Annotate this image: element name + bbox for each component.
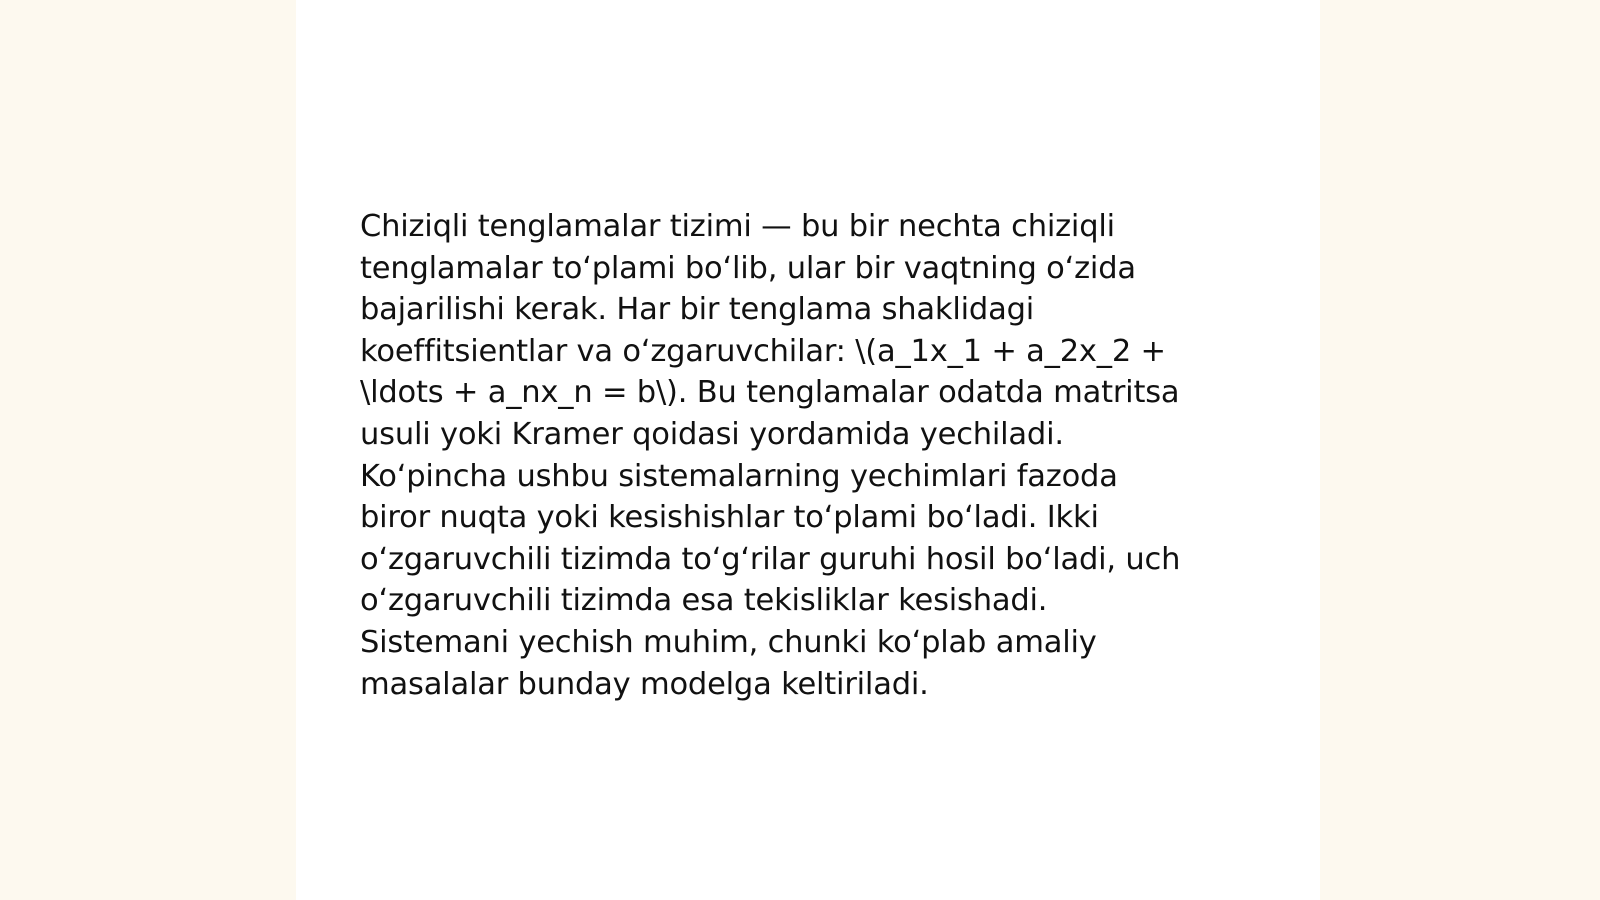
body-paragraph [360,206,1260,705]
paragraph-line: Chiziqli tenglamalar tizimi — bu bir nechta chiziqli [360,209,1115,244]
paragraph-line: usuli yoki Kramer qoidasi yordamida yechiladi. [360,416,1064,452]
paragraph-line: oʻzgaruvchili tizimda esa tekisliklar kesishadi. [360,583,1048,619]
paragraph-line: biror nuqta yoki kesishishlar toʻplami boʻladi. Ikki [360,500,1099,536]
paragraph-line: \ldots + a_nx_n = b\). Bu tenglamalar odatda matritsa [360,375,1180,411]
paragraph-line: masalalar bunday modelga keltiriladi. [360,666,929,702]
paragraph-line: oʻzgaruvchili tizimda toʻgʻrilar guruhi hosil boʻladi, uch [360,541,1181,577]
paragraph-line: bajarilishi kerak. Har bir tenglama shaklidagi [360,292,1034,328]
document-page [296,0,1320,900]
paragraph-line: tenglamalar toʻplami boʻlib, ular bir vaqtning oʻzida [360,250,1136,286]
paragraph-line: koeffitsientlar va oʻzgaruvchilar: \(a_1x_1 + a_2x_2 + [360,333,1166,369]
paragraph-line: Koʻpincha ushbu sistemalarning yechimlari fazoda [360,458,1118,494]
paragraph-line: Sistemani yechish muhim, chunki koʻplab amaliy [360,624,1097,660]
